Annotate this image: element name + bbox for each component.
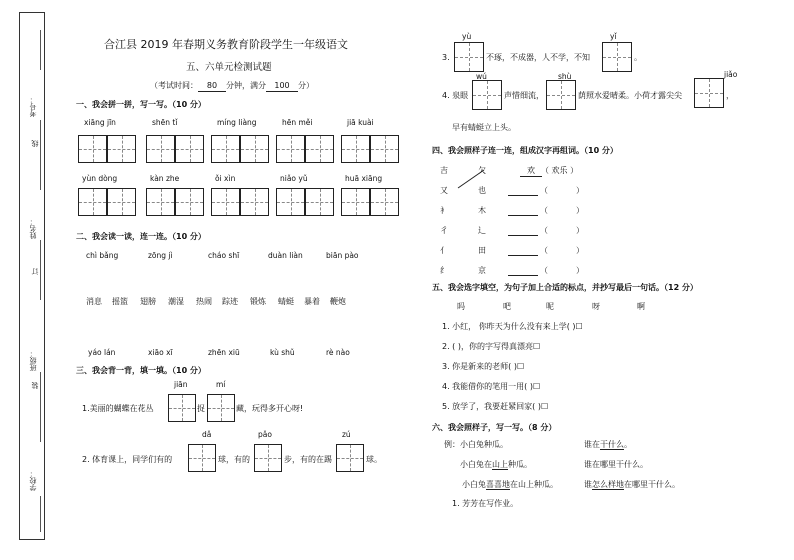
s4-left-1[interactable]: 吉: [440, 166, 448, 175]
s1-pinyin-2-4: niǎo yǔ: [280, 174, 308, 183]
s4-paren-close: ）: [576, 186, 584, 195]
s1-pinyin-1-4: hēn měi: [282, 118, 313, 127]
s3-q4-text-d: ，: [726, 91, 734, 100]
s4-answer-line[interactable]: [508, 255, 538, 256]
binding-ding: 订: [31, 268, 39, 275]
s6-ex1-b-text: 谁在: [584, 440, 600, 449]
s1-write-box[interactable]: [107, 188, 136, 216]
s5-item-5[interactable]: 5. 放学了，我要赶紧回家( )☐: [442, 402, 549, 411]
s1-write-box[interactable]: [240, 135, 269, 163]
s3-q4-text-b: 声惜细流，: [504, 91, 544, 100]
section-6-title: 六、我会照样子，写一写。（8 分）: [432, 423, 557, 432]
s3-q4-text-a: 4. 泉眼: [442, 91, 469, 100]
s6-ex2-a2: 种瓜。: [508, 460, 532, 469]
section-5-title: 五、我会选字填空，为句子加上合适的标点，并抄写最后一句话。（12 分）: [432, 283, 698, 292]
s1-write-box[interactable]: [276, 188, 305, 216]
s5-option-4: 呀: [592, 302, 600, 311]
s5-option-3: 呢: [546, 302, 554, 311]
s2-pinyin-bottom-4: kù shǔ: [270, 348, 295, 357]
s6-ex3-c: 在哪里干什么。: [624, 480, 680, 489]
s3-q1-text-c: 藏，玩得多开心呀!: [236, 404, 304, 413]
s6-example-label: 例：: [444, 440, 460, 449]
s3-q2-pinyin-1: dǎ: [202, 430, 212, 439]
s4-left-3[interactable]: 衤: [440, 206, 448, 215]
s3-q1-box-1[interactable]: [168, 394, 196, 422]
s3-q2-text-d: 球。: [366, 455, 382, 464]
s1-pinyin-1-5: jiā kuài: [347, 118, 374, 127]
s1-write-box[interactable]: [305, 135, 334, 163]
s5-option-2: 吧: [503, 302, 511, 311]
s6-ex3-a-text: 小白兔: [462, 480, 486, 489]
s3-q2-text-a: 2. 体育课上，同学们有的: [82, 455, 173, 464]
s4-example-paren: （ 欢乐 ）: [541, 166, 579, 175]
s2-word-9[interactable]: 暴着: [304, 297, 320, 306]
s3-q3-box-1[interactable]: [454, 42, 484, 72]
s1-pinyin-1-1: xiāng jīn: [84, 118, 116, 127]
s2-pinyin-bottom-3: zhēn xiū: [208, 348, 240, 357]
s1-pinyin-1-3: míng liàng: [217, 118, 257, 127]
s2-pinyin-top-4: duàn liàn: [268, 251, 303, 260]
s6-ex3-a: [462, 480, 558, 490]
xuexiao-label: 学校：: [29, 470, 37, 491]
s2-word-8[interactable]: 蜻蜓: [278, 297, 294, 306]
s4-paren-open: （: [540, 246, 548, 255]
s4-example-word: 欢: [520, 166, 542, 177]
s3-q3-pinyin-1: yù: [462, 32, 472, 41]
s4-answer-line[interactable]: [508, 235, 538, 236]
s3-q4-box-3[interactable]: [694, 78, 724, 108]
exam-info-suffix: 分）: [298, 81, 314, 90]
binding-strip: [19, 12, 45, 540]
s4-right-3[interactable]: 木: [478, 206, 486, 215]
s6-ex1-b: [584, 440, 632, 450]
s1-pinyin-2-1: yùn dòng: [82, 174, 118, 183]
binding-line: [40, 496, 41, 532]
s5-item-3[interactable]: 3. 你是新来的老师( )☐: [442, 362, 525, 371]
s1-write-box[interactable]: [175, 135, 204, 163]
s2-pinyin-top-5: biān pào: [326, 251, 359, 260]
s3-q1-pinyin-1: jiān: [174, 380, 188, 389]
s1-write-box[interactable]: [276, 135, 305, 163]
s6-q1: 1. 芳芳在写作业。: [452, 499, 519, 508]
s5-item-2[interactable]: 2. ( )，你的字写得真漂亮☐: [442, 342, 541, 351]
s6-ex2-underlined: 山上: [492, 460, 508, 469]
s3-q2-pinyin-2: pǎo: [258, 430, 272, 439]
s2-word-3[interactable]: 翅膀: [140, 297, 156, 306]
s4-right-6[interactable]: 京: [478, 266, 486, 275]
section-1-title: 一、我会拼一拼，写一写。（10 分）: [76, 100, 206, 109]
binding-zhuang: 装: [31, 382, 39, 389]
s3-q4-text-e: 早有蜻蜓立上头。: [452, 123, 516, 132]
s1-write-box[interactable]: [107, 135, 136, 163]
s3-q2-text-b: 球，有的: [218, 455, 250, 464]
section-3-title: 三、我会背一背，填一填。（10 分）: [76, 366, 206, 375]
s3-q4-text-c: 荫照水爱晴柔。小荷才露尖尖: [578, 91, 682, 100]
s1-write-box[interactable]: [146, 135, 175, 163]
s2-pinyin-bottom-5: rè nào: [326, 348, 350, 357]
s2-word-2[interactable]: 摇篮: [112, 297, 128, 306]
s1-write-box[interactable]: [146, 188, 175, 216]
s1-write-box[interactable]: [341, 135, 370, 163]
s3-q2-box-2[interactable]: [254, 444, 282, 472]
s5-option-1: 吗: [457, 302, 465, 311]
s1-write-box[interactable]: [175, 188, 204, 216]
s3-q1-box-2[interactable]: [207, 394, 235, 422]
section-4-title: 四、我会照样子连一连，组成汉字再组词。（10 分）: [432, 146, 618, 155]
s2-pinyin-bottom-1: yáo lán: [88, 348, 116, 357]
s1-write-box[interactable]: [370, 135, 399, 163]
s4-paren-close: ）: [576, 266, 584, 275]
s1-pinyin-2-2: kàn zhe: [150, 174, 180, 183]
s4-paren-open: （: [540, 226, 548, 235]
s4-right-1[interactable]: 欠: [478, 166, 486, 175]
s2-word-10[interactable]: 鞭炮: [330, 297, 346, 306]
s1-pinyin-2-3: ǒi xìn: [215, 174, 236, 183]
s3-q4-box-2[interactable]: [546, 80, 576, 110]
s1-write-box[interactable]: [78, 135, 107, 163]
s1-write-box[interactable]: [305, 188, 334, 216]
s4-paren-open: （: [540, 266, 548, 275]
s6-ex2-b: 谁在哪里干什么。: [584, 460, 648, 469]
s1-pinyin-2-5: huā xiāng: [345, 174, 383, 183]
exam-info: [150, 81, 314, 92]
s3-q1-text-b: 捉: [197, 404, 205, 413]
s2-pinyin-top-2: zōng jì: [148, 251, 173, 260]
s5-option-5: 啊: [637, 302, 645, 311]
kaohao-label: 考号：: [29, 96, 37, 117]
s3-q3-box-2[interactable]: [602, 42, 632, 72]
binding-xian: 线: [31, 140, 39, 147]
s6-ex3-underlined-2: 怎么样地: [592, 480, 624, 489]
binding-line: [40, 30, 41, 70]
s4-paren-open: （: [540, 206, 548, 215]
s4-answer-line[interactable]: [508, 195, 538, 196]
s3-q3-text-c: 。: [634, 53, 642, 62]
s6-ex3-b: [584, 480, 680, 490]
exam-subtitle: 五、六单元检测试题: [186, 62, 272, 73]
s1-write-box[interactable]: [211, 135, 240, 163]
exam-time: 80: [198, 81, 226, 92]
s2-word-1[interactable]: 消息: [86, 297, 102, 306]
s4-paren-open: （: [540, 186, 548, 195]
s4-left-5[interactable]: 亻: [440, 246, 448, 255]
s6-ex3-underlined: 喜喜地: [486, 480, 510, 489]
s6-ex2-a-text: 小白兔在: [460, 460, 492, 469]
exam-info-prefix: （考试时间：: [150, 81, 198, 90]
s2-pinyin-top-3: cháo shī: [208, 251, 240, 260]
s6-ex1-a: 小白兔种瓜。: [460, 440, 508, 449]
s3-q1-pinyin-2: mí: [216, 380, 226, 389]
binding-line: [40, 372, 41, 442]
s5-item-1[interactable]: 1. 小红， 你昨天为什么没有来上学( )☐: [442, 322, 583, 331]
s4-paren-close: ）: [576, 206, 584, 215]
s4-example-line: [450, 164, 500, 194]
s3-q2-pinyin-3: zú: [342, 430, 351, 439]
xingming-label: 姓名：: [29, 218, 37, 239]
s2-word-7[interactable]: 锻炼: [250, 297, 266, 306]
s6-ex3-a2: 在山上种瓜。: [510, 480, 558, 489]
s1-write-box[interactable]: [370, 188, 399, 216]
s1-write-box[interactable]: [240, 188, 269, 216]
s4-right-5[interactable]: 田: [478, 246, 486, 255]
s3-q2-box-3[interactable]: [336, 444, 364, 472]
s6-ex2-a: [460, 460, 532, 470]
s1-write-box[interactable]: [78, 188, 107, 216]
s3-q4-box-1[interactable]: [472, 80, 502, 110]
s4-left-2[interactable]: 又: [440, 186, 448, 195]
s3-q4-pinyin-3: jiǎo: [724, 70, 738, 79]
s5-item-4[interactable]: 4. 我能借你的笔用一用( )☐: [442, 382, 541, 391]
s4-left-4[interactable]: 彳: [440, 226, 448, 235]
s3-q4-pinyin-2: shù: [558, 72, 572, 81]
s1-pinyin-1-2: shēn tǐ: [152, 118, 178, 127]
s1-write-box[interactable]: [341, 188, 370, 216]
banji-label: 班级：: [29, 350, 37, 371]
s3-q3-pinyin-2: yǐ: [610, 32, 617, 41]
s4-left-6[interactable]: 纟: [440, 266, 448, 275]
s3-q4-pinyin-1: wú: [476, 72, 487, 81]
s4-right-2[interactable]: 也: [478, 186, 486, 195]
s2-pinyin-bottom-2: xiāo xī: [148, 348, 173, 357]
section-2-title: 二、我会读一读，连一连。（10 分）: [76, 232, 206, 241]
s2-word-4[interactable]: 潮湿: [168, 297, 184, 306]
s4-right-4[interactable]: 辶: [478, 226, 486, 235]
s3-q3-text-b: 不琢，不成器，人不学，不知: [486, 53, 590, 62]
s4-answer-line[interactable]: [508, 275, 538, 276]
s2-pinyin-top-1: chì bǎng: [86, 251, 119, 260]
s6-ex1-c: 。: [624, 440, 632, 449]
s6-ex3-b-text: 谁: [584, 480, 592, 489]
s6-ex1-underlined: 干什么: [600, 440, 624, 449]
exam-info-mid: 分钟，满分: [226, 81, 266, 90]
s2-word-5[interactable]: 热闹: [196, 297, 212, 306]
s3-q2-box-1[interactable]: [188, 444, 216, 472]
s4-paren-close: ）: [576, 226, 584, 235]
s1-write-box[interactable]: [211, 188, 240, 216]
s4-paren-close: ）: [576, 246, 584, 255]
exam-score: 100: [266, 81, 298, 92]
s3-q2-text-c: 步，有的在踢: [284, 455, 332, 464]
s3-q3-text-a: 3.: [442, 53, 450, 62]
s3-q1-text-a: 1.美丽的蝴蝶在花丛: [82, 404, 154, 413]
binding-line: [40, 120, 41, 190]
s2-word-6[interactable]: 踪迹: [222, 297, 238, 306]
binding-line: [40, 240, 41, 300]
s4-answer-line[interactable]: [508, 215, 538, 216]
exam-title: 合江县 2019 年春期义务教育阶段学生一年级语文: [104, 38, 348, 51]
